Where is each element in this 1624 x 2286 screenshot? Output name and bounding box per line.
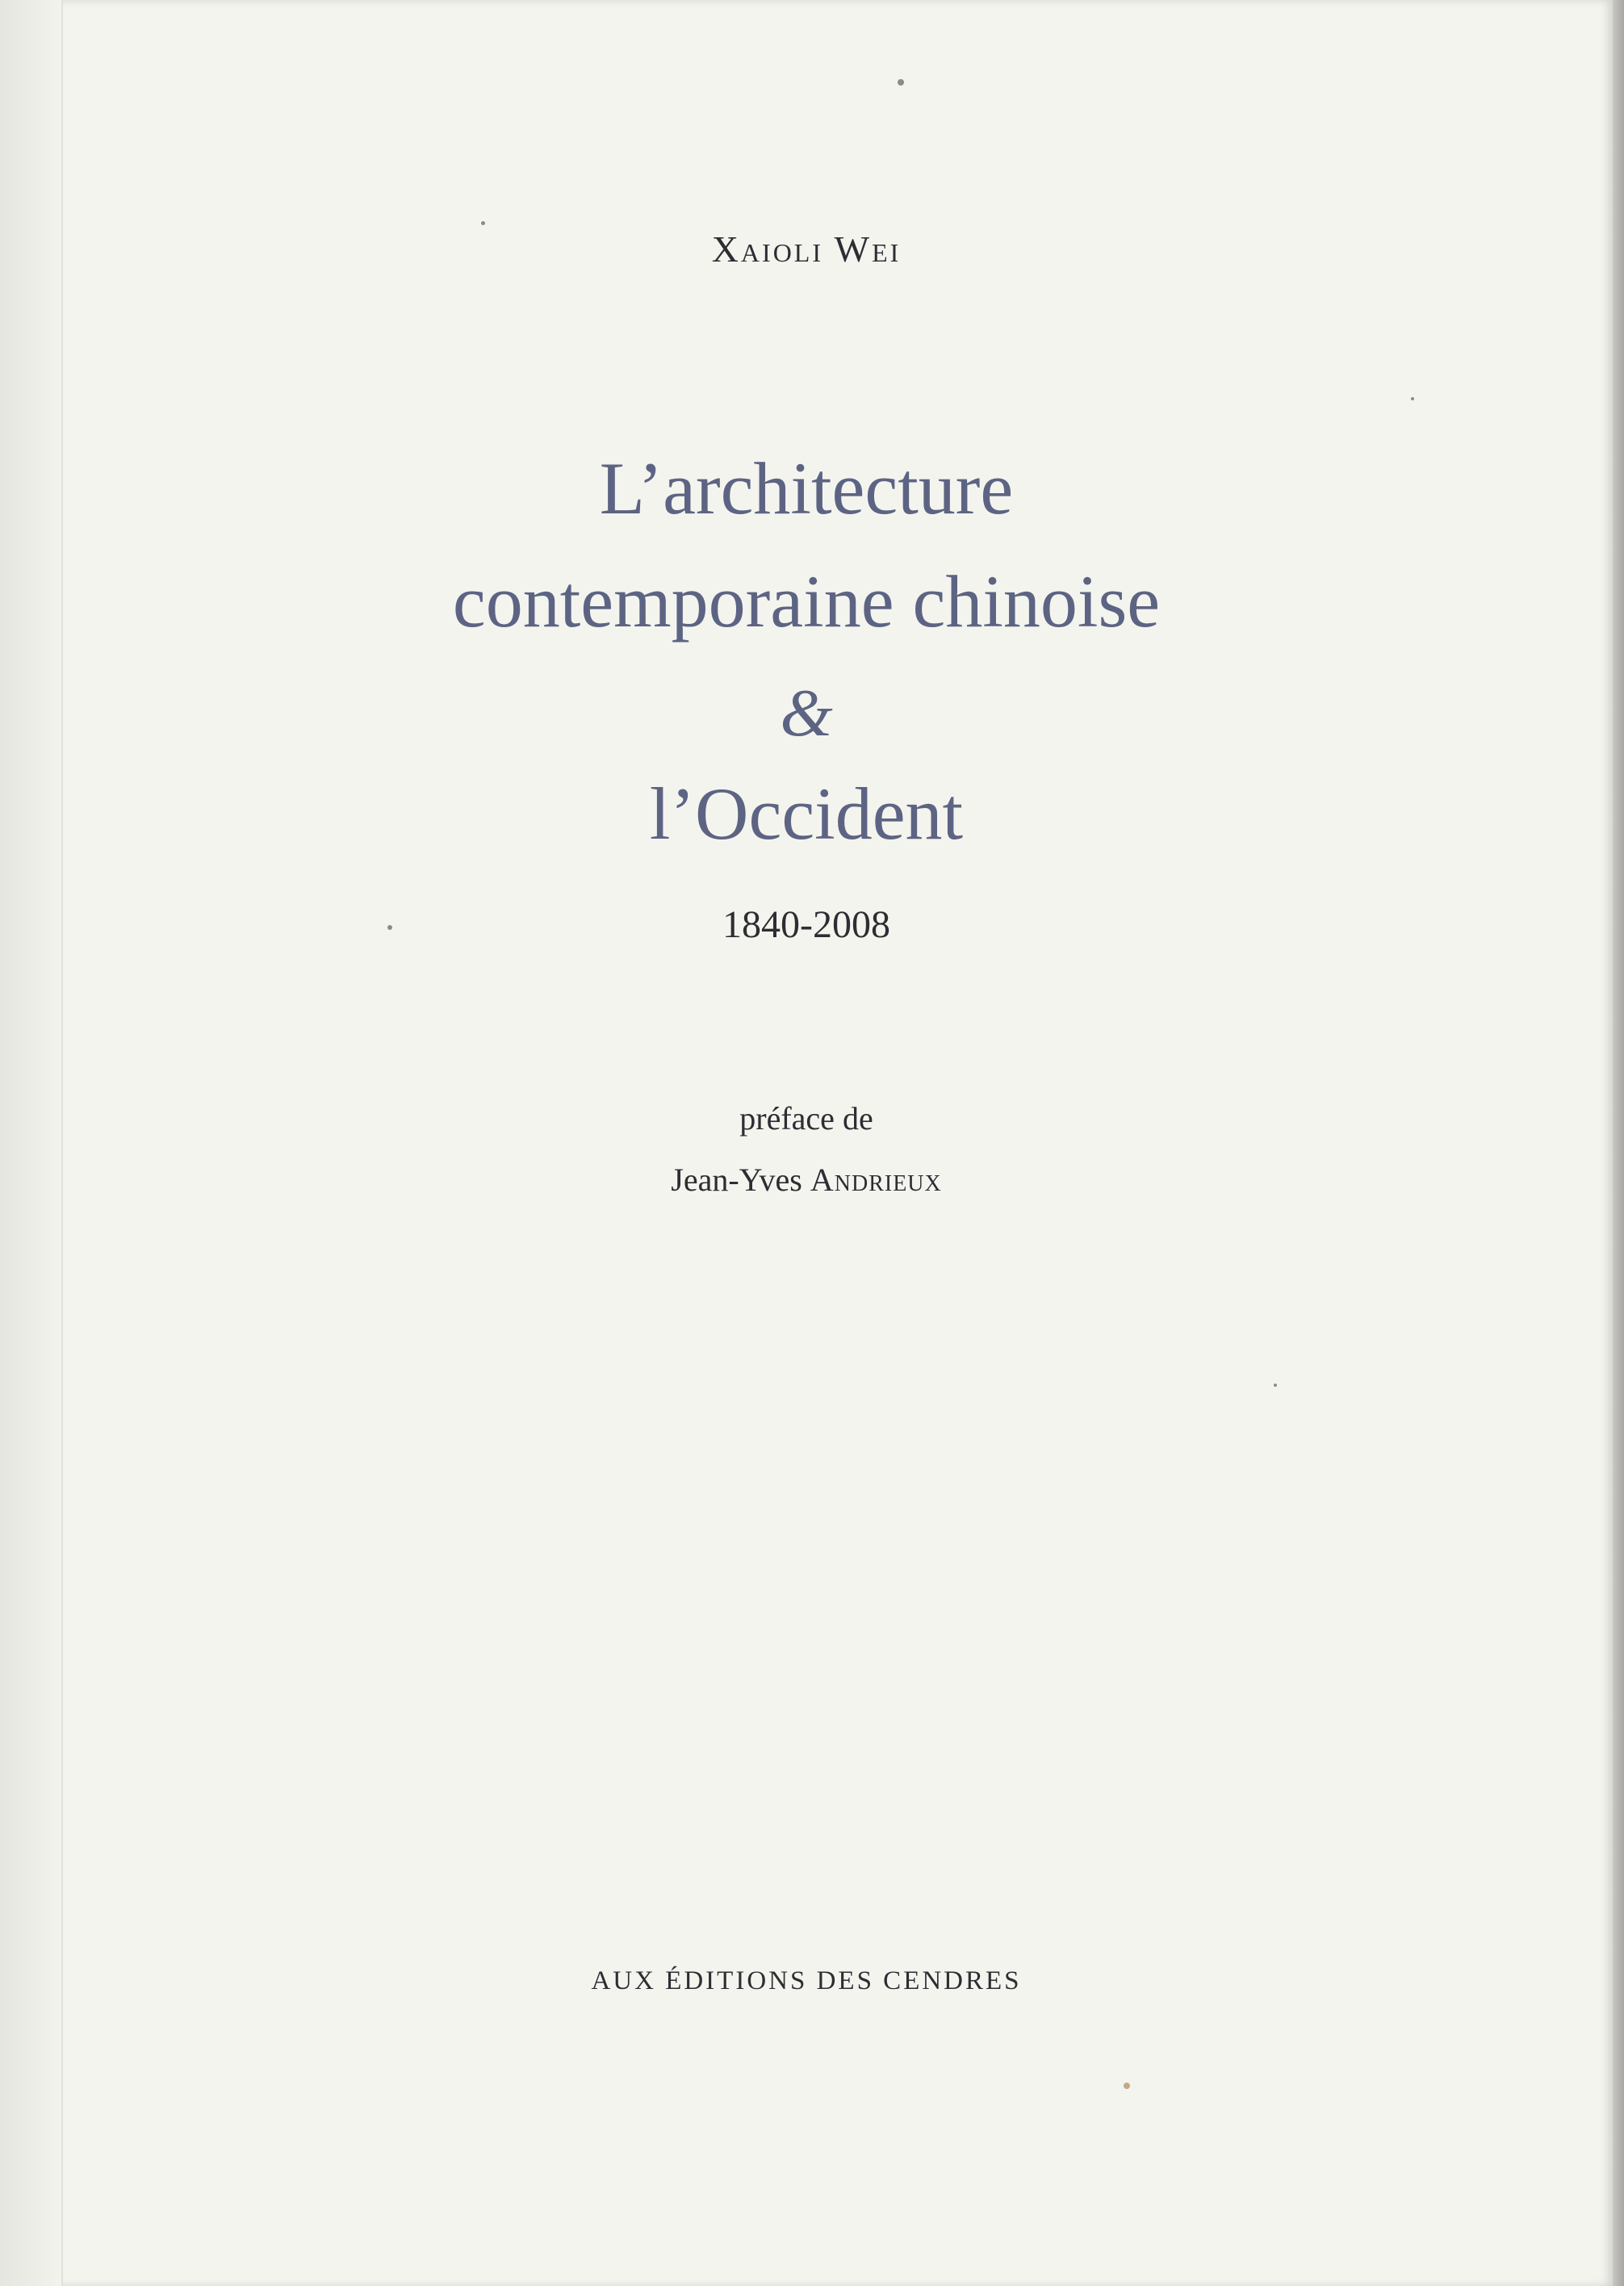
date-range: 1840-2008 <box>722 903 890 946</box>
title-line-2: contemporaine chinoise <box>452 560 1161 643</box>
title-line-1: L’architecture <box>599 447 1014 530</box>
paper-speck <box>481 221 485 225</box>
paper-speck <box>1411 397 1414 400</box>
paper-speck <box>1124 2083 1130 2089</box>
spine-edge <box>0 0 63 2286</box>
title-ampersand: & <box>780 676 833 751</box>
preface-author-last-name: Andrieux <box>810 1162 942 1198</box>
title-line-3: l’Occident <box>649 772 964 855</box>
preface-author-first-name: Jean-Yves <box>671 1162 802 1198</box>
publisher-imprint: AUX ÉDITIONS DES CENDRES <box>591 1966 1022 1995</box>
paper-speck <box>1274 1384 1277 1387</box>
preface-label: préface de <box>739 1100 873 1137</box>
spine-crease <box>61 0 63 2286</box>
paper-speck <box>898 79 904 86</box>
scan-background-edge <box>1613 0 1624 2286</box>
author-name: Xaioli Wei <box>711 228 902 270</box>
preface-author <box>0 1161 1613 1199</box>
